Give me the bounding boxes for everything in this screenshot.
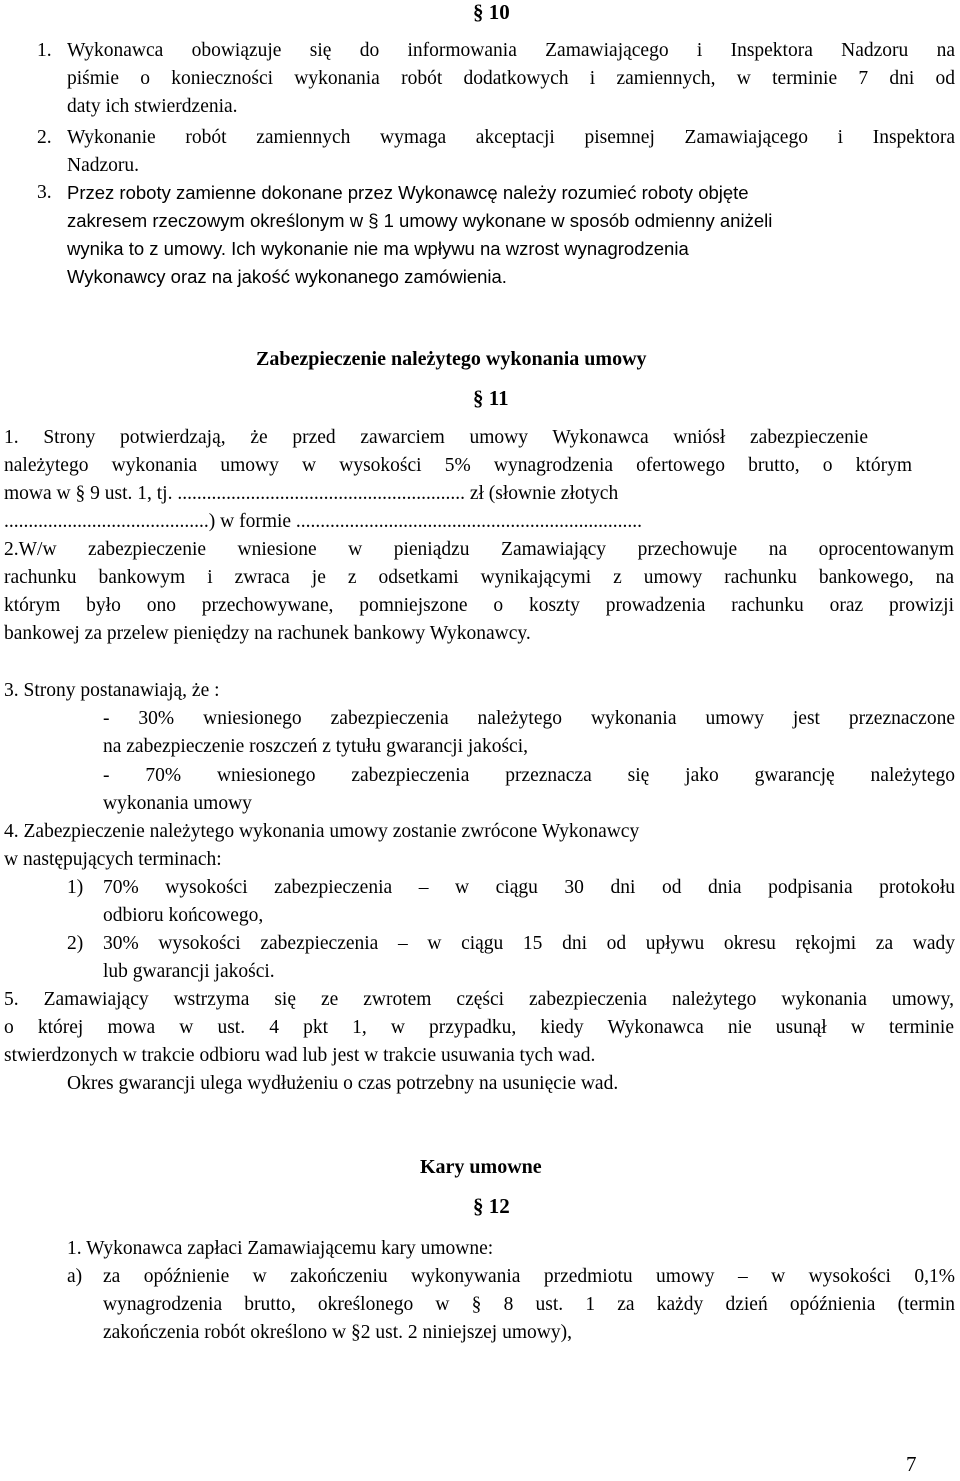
text-line: lub gwarancji jakości. xyxy=(103,961,275,982)
section-11-mark: § 11 xyxy=(473,386,509,410)
text-line: Okres gwarancji ulega wydłużeniu o czas potrzebny na usunięcie wad. xyxy=(67,1073,619,1094)
text-line: na zabezpieczenie roszczeń z tytułu gwarancji jakości, xyxy=(103,736,528,757)
text-line: za opóźnienie w zakończeniu wykonywania przedmiotu umowy – w wysokości 0,1% xyxy=(103,1266,955,1287)
text-line: - 30% wniesionego zabezpieczenia należytego wykonania umowy jest przeznaczone xyxy=(103,708,955,729)
text-line: Wykonawcy oraz na jakość wykonanego zamówienia. xyxy=(67,266,507,287)
text-line: Wykonawca obowiązuje się do informowania Zamawiającego i Inspektora Nadzoru na xyxy=(67,40,955,61)
section-12-mark: § 12 xyxy=(473,1194,510,1218)
text-line: daty ich stwierdzenia. xyxy=(67,96,238,117)
item-number: a) xyxy=(67,1266,83,1287)
text-line: rachunku bankowym i zwraca je z odsetkami wynikającymi z umowy rachunku bankowego, na xyxy=(4,567,954,588)
text-line: zakończenia robót określono w §2 ust. 2 niniejszej umowy), xyxy=(103,1322,572,1343)
item-number: 2. xyxy=(37,127,52,148)
text-line: bankowej za przelew pieniędzy na rachunek bankowy Wykonawcy. xyxy=(4,623,531,644)
section-11-heading: Zabezpieczenie należytego wykonania umowy xyxy=(256,348,647,370)
text-line: wynagrodzenia brutto, określonego w § 8 ust. 1 za każdy dzień opóźnienia (termin xyxy=(103,1294,955,1315)
text-line: ..........................................) w formie ....................................................................... xyxy=(4,511,643,532)
item-number: 1) xyxy=(67,877,84,898)
text-line: 1. Strony potwierdzają, że przed zawarciem umowy Wykonawca wniósł zabezpieczenie xyxy=(4,427,868,448)
text-line: stwierdzonych w trakcie odbioru wad lub jest w trakcie usuwania tych wad. xyxy=(4,1045,596,1066)
text-line: 1. Wykonawca zapłaci Zamawiającemu kary umowne: xyxy=(67,1238,494,1259)
text-line: piśmie o konieczności wykonania robót dodatkowych i zamiennych, w terminie 7 dni od xyxy=(67,68,955,89)
item-number: 3. xyxy=(37,182,52,203)
item-number: 2) xyxy=(67,933,84,954)
text-line: Przez roboty zamienne dokonane przez Wykonawcę należy rozumieć roboty objęte xyxy=(67,182,749,203)
page-number: 7 xyxy=(906,1452,917,1476)
text-line: 30% wysokości zabezpieczenia – w ciągu 15 dni od upływu okresu rękojmi za wady xyxy=(103,933,955,954)
text-line: 4. Zabezpieczenie należytego wykonania umowy zostanie zwrócone Wykonawcy xyxy=(4,821,640,842)
section-10-mark: § 10 xyxy=(473,0,510,24)
text-line: należytego wykonania umowy w wysokości 5% wynagrodzenia ofertowego brutto, o którym xyxy=(4,455,912,476)
text-line: którym było ono przechowywane, pomniejszone o koszty prowadzenia rachunku oraz prowizji xyxy=(4,595,954,616)
text-line: w następujących terminach: xyxy=(4,849,222,870)
text-line: o której mowa w ust. 4 pkt 1, w przypadku, kiedy Wykonawca nie usunął w terminie xyxy=(4,1017,954,1038)
text-line: zakresem rzeczowym określonym w § 1 umowy wykonane w sposób odmienny aniżeli xyxy=(67,210,773,231)
text-line: odbioru końcowego, xyxy=(103,905,264,926)
text-line: 3. Strony postanawiają, że : xyxy=(4,680,220,701)
text-line: mowa w § 9 ust. 1, tj. ........................................................... zł (słownie złotych xyxy=(4,483,619,504)
text-line: 70% wysokości zabezpieczenia – w ciągu 30 dni od dnia podpisania protokołu xyxy=(103,877,955,898)
text-line: wykonania umowy xyxy=(103,793,252,814)
text-line: 2.W/w zabezpieczenie wniesione w pieniądzu Zamawiający przechowuje na oprocentowanym xyxy=(4,539,954,560)
item-number: 1. xyxy=(37,40,52,61)
section-12-heading: Kary umowne xyxy=(420,1156,542,1178)
text-line: - 70% wniesionego zabezpieczenia przeznacza się jako gwarancję należytego xyxy=(103,765,955,786)
text-line: 5. Zamawiający wstrzyma się ze zwrotem części zabezpieczenia należytego wykonania umowy, xyxy=(4,989,954,1010)
text-line: Nadzoru. xyxy=(67,155,140,176)
text-line: wynika to z umowy. Ich wykonanie nie ma wpływu na wzrost wynagrodzenia xyxy=(67,238,689,259)
text-line: Wykonanie robót zamiennych wymaga akceptacji pisemnej Zamawiającego i Inspektora xyxy=(67,127,955,148)
